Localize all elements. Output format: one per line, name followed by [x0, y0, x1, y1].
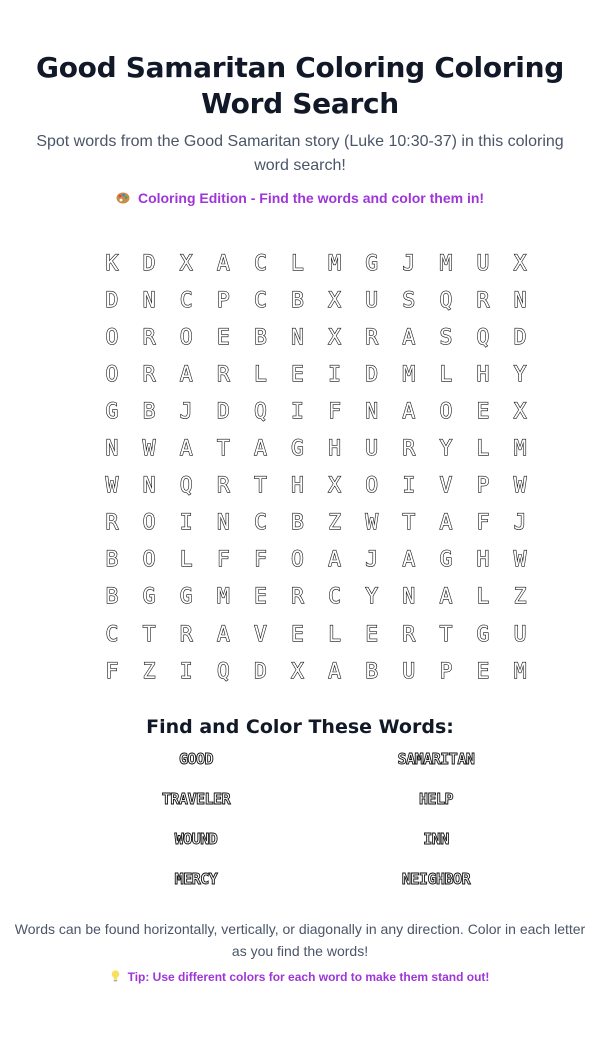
grid-cell[interactable]: I	[291, 398, 304, 423]
grid-cell[interactable]: O	[105, 324, 119, 349]
grid-cell[interactable]: B	[105, 547, 119, 572]
grid-cell[interactable]: R	[216, 473, 230, 498]
grid-cell[interactable]: P	[476, 473, 490, 498]
grid-cell[interactable]: A	[439, 584, 453, 609]
grid-cell[interactable]: T	[439, 621, 453, 646]
grid-cell[interactable]: A	[216, 621, 230, 646]
grid-cell[interactable]: X	[328, 473, 341, 498]
grid-cell[interactable]: L	[291, 250, 304, 275]
grid-cell[interactable]: Z	[513, 584, 527, 609]
grid-cell[interactable]: F	[476, 510, 490, 535]
grid-cell[interactable]: C	[105, 621, 119, 646]
grid-cell[interactable]: L	[328, 621, 341, 646]
grid-cell[interactable]: Y	[365, 584, 379, 609]
grid-cell[interactable]: W	[513, 547, 527, 572]
word-list-item: GOOD	[178, 750, 214, 768]
grid-cell[interactable]: U	[513, 621, 527, 646]
page-subtitle: Spot words from the Good Samaritan story (Luke 10:30-37) in this coloring word search!	[36, 133, 564, 174]
grid-cell[interactable]: W	[142, 436, 156, 460]
grid-cell[interactable]: R	[142, 324, 156, 349]
grid-cell[interactable]: M	[513, 436, 527, 460]
words-heading: Find and Color These Words:	[146, 716, 454, 738]
grid-cell[interactable]: A	[328, 547, 341, 572]
grid-cell[interactable]: A	[179, 361, 193, 386]
grid-cell[interactable]: X	[328, 324, 341, 349]
grid-cell[interactable]: D	[105, 287, 119, 312]
grid-cell[interactable]: Y	[513, 361, 527, 386]
grid-cell[interactable]: Q	[254, 398, 267, 423]
grid-cell[interactable]: B	[142, 398, 156, 423]
grid-cell[interactable]: I	[402, 473, 416, 498]
grid-cell[interactable]: P	[216, 287, 230, 312]
grid-cell[interactable]: R	[179, 621, 193, 646]
grid-cell[interactable]: E	[254, 584, 267, 609]
grid-cell[interactable]: D	[142, 250, 156, 275]
grid-cell[interactable]: G	[476, 621, 490, 646]
grid-cell[interactable]: D	[513, 324, 527, 349]
grid-cell[interactable]: C	[254, 250, 267, 275]
grid-cell[interactable]: M	[513, 658, 527, 683]
grid-cell[interactable]: M	[402, 361, 416, 386]
grid-cell[interactable]: Y	[439, 436, 453, 460]
grid-cell[interactable]: R	[142, 361, 156, 386]
grid-cell[interactable]: Q	[216, 658, 230, 683]
grid-cell[interactable]: C	[328, 584, 341, 609]
grid-cell[interactable]: N	[513, 287, 527, 312]
grid-cell[interactable]: J	[365, 547, 379, 572]
grid-cell[interactable]: B	[291, 510, 304, 535]
grid-cell[interactable]: T	[216, 436, 230, 460]
grid-cell[interactable]: J	[402, 250, 416, 275]
word-list-item: SAMARITAN	[397, 750, 475, 768]
grid-cell[interactable]: Q	[476, 324, 490, 349]
grid-cell[interactable]: O	[142, 547, 156, 572]
grid-cell[interactable]: M	[216, 584, 230, 609]
grid-cell[interactable]: B	[365, 658, 379, 683]
grid-cell[interactable]: N	[142, 473, 156, 498]
grid-cell[interactable]: O	[291, 547, 304, 572]
grid-cell[interactable]: A	[402, 547, 416, 572]
grid-cell[interactable]: A	[254, 436, 267, 460]
word-list-item: NEIGHBOR	[401, 870, 471, 888]
grid-cell[interactable]: I	[179, 658, 193, 683]
grid-cell[interactable]: J	[179, 398, 193, 423]
grid-cell[interactable]: R	[291, 584, 304, 609]
grid-cell[interactable]: G	[142, 584, 156, 609]
word-search-grid	[0, 236, 600, 686]
grid-cell[interactable]: R	[216, 361, 230, 386]
grid-cell[interactable]: R	[476, 287, 490, 312]
grid-cell[interactable]: G	[105, 398, 119, 423]
grid-cell[interactable]: H	[291, 473, 304, 498]
grid-cell[interactable]: N	[105, 436, 119, 460]
word-list-item: WOUND	[174, 830, 218, 848]
grid-cell[interactable]: T	[142, 621, 156, 646]
grid-cell[interactable]: F	[328, 398, 341, 423]
grid-cell[interactable]: E	[365, 621, 379, 646]
palette-icon	[116, 192, 130, 204]
grid-cell[interactable]: F	[254, 547, 267, 572]
lightbulb-icon	[111, 970, 120, 982]
word-list-item: HELP	[418, 790, 454, 808]
grid-cell[interactable]: W	[105, 473, 119, 498]
grid-cell[interactable]: O	[142, 510, 156, 535]
tip-banner	[0, 970, 600, 984]
grid-cell[interactable]: I	[179, 510, 193, 535]
grid-cell[interactable]: A	[439, 510, 453, 535]
grid-cell[interactable]: O	[179, 324, 193, 349]
grid-cell[interactable]: X	[328, 287, 341, 312]
grid-cell[interactable]: E	[291, 361, 304, 386]
grid-cell[interactable]: R	[402, 621, 416, 646]
grid-cell[interactable]: M	[328, 250, 341, 275]
grid-cell[interactable]: T	[402, 510, 416, 535]
grid-cell[interactable]: B	[105, 584, 119, 609]
grid-cell[interactable]: A	[402, 324, 416, 349]
word-list-item: TRAVELER	[161, 790, 231, 808]
grid-cell[interactable]: U	[476, 250, 490, 275]
grid-cell[interactable]: C	[254, 510, 267, 535]
grid-cell[interactable]: B	[291, 287, 304, 312]
grid-cell[interactable]: G	[291, 436, 304, 460]
grid-cell[interactable]: E	[476, 658, 490, 683]
grid-cell[interactable]: Z	[328, 510, 341, 535]
grid-cell[interactable]: L	[179, 547, 193, 572]
grid-cell[interactable]: Z	[142, 658, 156, 683]
grid-cell[interactable]: M	[439, 250, 453, 275]
grid-cell[interactable]: H	[328, 436, 341, 460]
instructions-text: Words can be found horizontally, vertically, or diagonally in any direction. Color in each letter as you find the words!	[14, 921, 586, 959]
grid-cell[interactable]: L	[476, 436, 490, 460]
grid-cell[interactable]: L	[476, 584, 490, 609]
grid-cell[interactable]: C	[179, 287, 193, 312]
grid-cell[interactable]: Q	[179, 473, 193, 498]
grid-cell[interactable]: B	[254, 324, 267, 349]
grid-cell[interactable]: J	[513, 510, 527, 535]
grid-cell[interactable]: A	[179, 436, 193, 460]
grid-cell[interactable]: D	[365, 361, 379, 386]
grid-cell[interactable]: X	[513, 250, 527, 275]
grid-cell[interactable]: W	[365, 510, 379, 535]
grid-cell[interactable]: E	[216, 324, 230, 349]
grid-cell[interactable]: R	[402, 436, 416, 460]
grid-cell[interactable]: F	[105, 658, 119, 683]
tip-text: Tip: Use different colors for each word to make them stand out!	[127, 970, 490, 984]
grid-cell[interactable]: F	[216, 547, 230, 572]
grid-cell[interactable]: U	[365, 287, 379, 312]
grid-cell[interactable]: Q	[439, 287, 453, 312]
grid-cell[interactable]: N	[216, 510, 230, 535]
grid-cell[interactable]: A	[328, 658, 341, 683]
grid-cell[interactable]: R	[365, 324, 379, 349]
grid-cell[interactable]: C	[254, 287, 267, 312]
grid-cell[interactable]: N	[365, 398, 379, 423]
grid-cell[interactable]: X	[513, 398, 527, 423]
edition-text: Coloring Edition - Find the words and color them in!	[137, 190, 485, 206]
grid-cell[interactable]: D	[254, 658, 267, 683]
grid-cell[interactable]: L	[439, 361, 453, 386]
grid-cell[interactable]: S	[402, 287, 416, 312]
grid-cell[interactable]: O	[105, 361, 119, 386]
grid-cell[interactable]: D	[216, 398, 230, 423]
grid-cell[interactable]: N	[142, 287, 156, 312]
grid-cell[interactable]: S	[439, 324, 453, 349]
grid-cell[interactable]: X	[291, 658, 304, 683]
grid-cell[interactable]: A	[402, 398, 416, 423]
grid-cell[interactable]: X	[179, 250, 193, 275]
grid-cell[interactable]: K	[105, 250, 119, 275]
grid-cell[interactable]: L	[254, 361, 267, 386]
grid-cell[interactable]: V	[254, 621, 267, 646]
grid-cell[interactable]: N	[291, 324, 304, 349]
grid-cell[interactable]: R	[105, 510, 119, 535]
grid-cell[interactable]: P	[439, 658, 453, 683]
grid-cell[interactable]: G	[365, 250, 379, 275]
grid-cell[interactable]: H	[476, 547, 490, 572]
word-list-item: MERCY	[174, 870, 218, 888]
grid-cell[interactable]: W	[513, 473, 527, 498]
grid-cell[interactable]: V	[439, 473, 453, 498]
grid-cell[interactable]: O	[439, 398, 453, 423]
edition-banner	[0, 188, 600, 208]
grid-cell[interactable]: T	[254, 473, 267, 498]
grid-cell[interactable]: E	[291, 621, 304, 646]
grid-cell[interactable]: U	[365, 436, 379, 460]
grid-cell[interactable]: N	[402, 584, 416, 609]
word-list	[0, 750, 600, 910]
grid-cell[interactable]: G	[439, 547, 453, 572]
grid-cell[interactable]: H	[476, 361, 490, 386]
grid-cell[interactable]: A	[216, 250, 230, 275]
word-list-item: INN	[423, 830, 449, 848]
grid-cell[interactable]: O	[365, 473, 379, 498]
page-title: Good Samaritan Coloring Coloring Word Search	[36, 51, 564, 120]
grid-cell[interactable]: E	[476, 398, 490, 423]
grid-cell[interactable]: G	[179, 584, 193, 609]
grid-cell[interactable]: I	[328, 361, 341, 386]
grid-cell[interactable]: U	[402, 658, 416, 683]
